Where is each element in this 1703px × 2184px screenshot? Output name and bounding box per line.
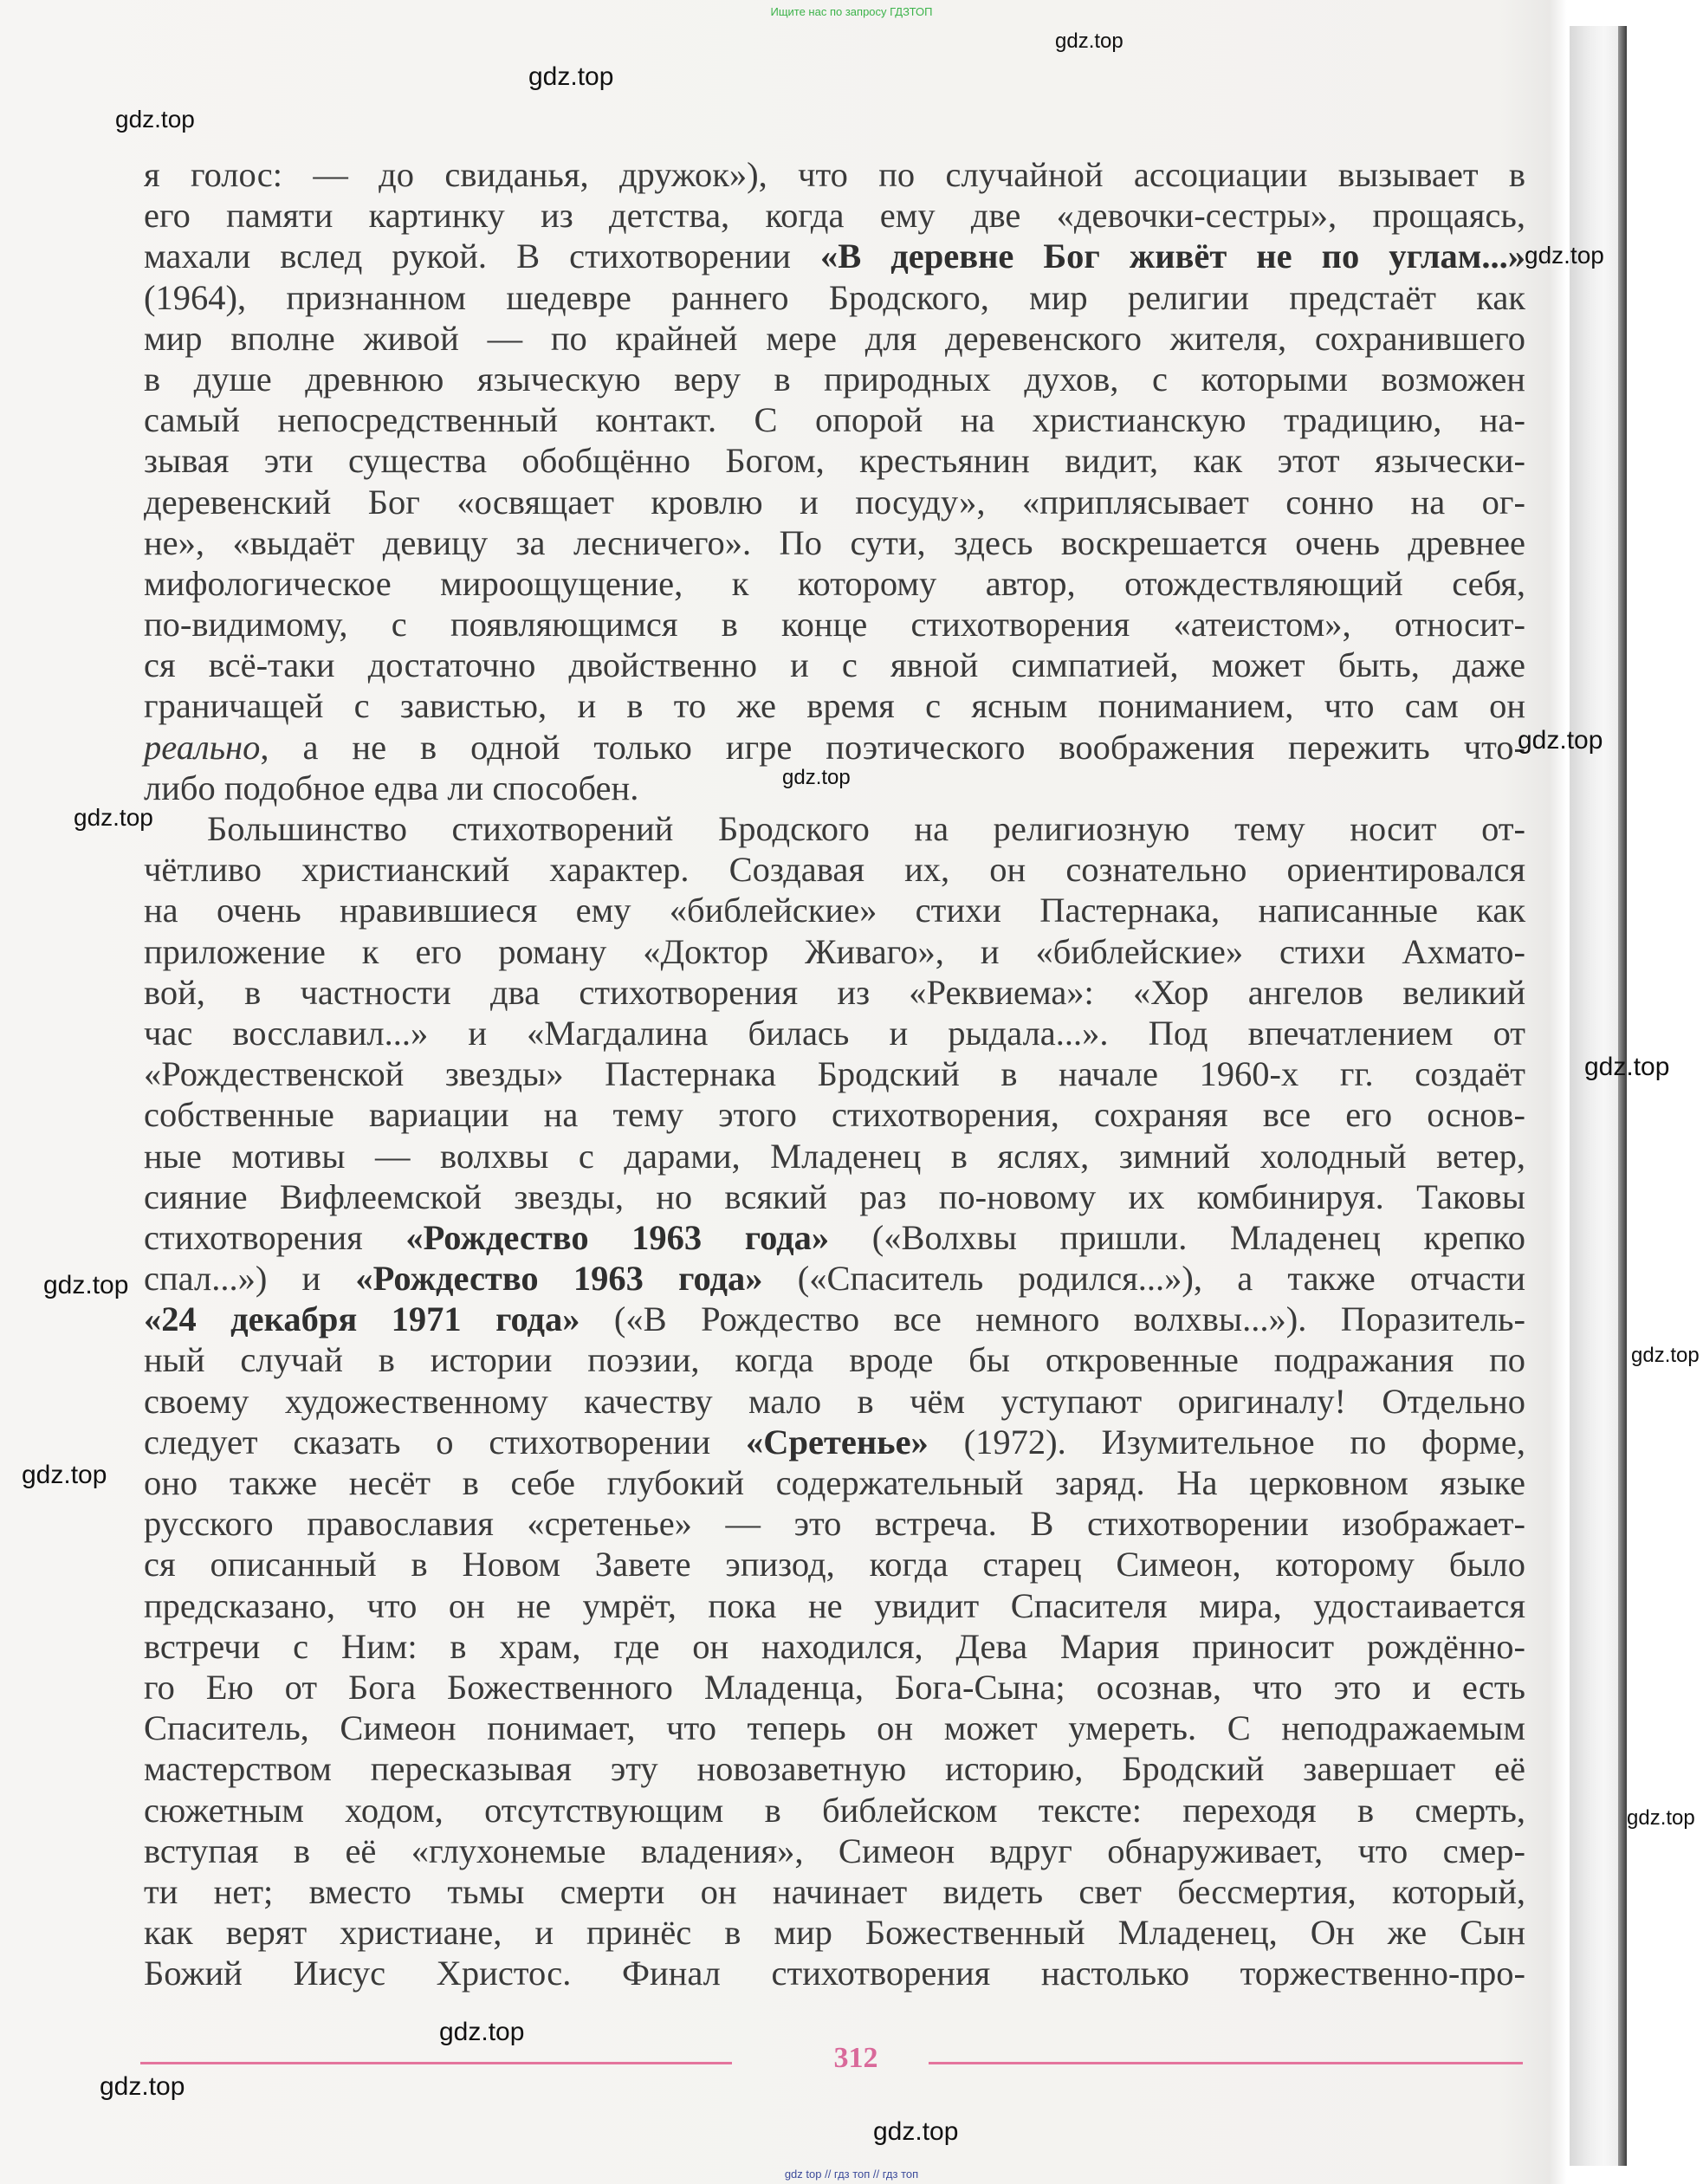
text-fragment: вой, в частности два стихотворения из «Реквиема»: «Хор ангелов великий bbox=[144, 972, 1525, 1012]
text-fragment: вступая в её «глухонемые владения», Симеон вдруг обнаруживает, что смер- bbox=[144, 1831, 1525, 1870]
text-line bbox=[144, 1585, 1525, 1626]
text-line bbox=[144, 972, 1525, 1013]
watermark: gdz.top bbox=[1627, 1806, 1695, 1830]
text-line bbox=[144, 440, 1525, 481]
text-fragment: собственные вариации на тему этого стихотворения, сохраняя все его основ- bbox=[144, 1095, 1525, 1135]
watermark: gdz.top bbox=[1525, 242, 1604, 269]
text-fragment: спал...») и bbox=[144, 1259, 356, 1299]
text-fragment: зывая эти существа обобщённо Богом, крестьянин видит, как этот язычески- bbox=[144, 441, 1525, 481]
text-fragment: следует сказать о стихотворении bbox=[144, 1422, 746, 1461]
text-line bbox=[144, 277, 1525, 318]
page-number: 312 bbox=[833, 2042, 878, 2074]
text-line bbox=[144, 1339, 1525, 1380]
text-line bbox=[144, 1626, 1525, 1667]
footer-rule-left bbox=[140, 2062, 732, 2064]
text-line bbox=[144, 1299, 1525, 1339]
text-fragment: чётливо христианский характер. Создавая их, он сознательно ориентировался bbox=[144, 850, 1525, 890]
watermark: gdz.top bbox=[439, 2018, 525, 2046]
text-line bbox=[144, 604, 1525, 645]
text-fragment: предсказано, что он не умрёт, пока не увидит Спасителя мира, удостаивается bbox=[144, 1585, 1525, 1625]
text-fragment: ся всё-таки достаточно двойственно и с явной симпатией, может быть, даже bbox=[144, 645, 1525, 685]
text-fragment: своему художественному качеству мало в чём уступают оригиналу! Отдельно bbox=[144, 1381, 1525, 1421]
text-line bbox=[144, 849, 1525, 890]
text-fragment: махали вслед рукой. В стихотворении bbox=[144, 237, 820, 276]
text-fragment: оно также несёт в себе глубокий содержательный заряд. На церковном языке bbox=[144, 1463, 1525, 1502]
book-spine-edge bbox=[1618, 26, 1627, 2166]
text-line bbox=[144, 1748, 1525, 1789]
text-line bbox=[144, 482, 1525, 522]
text-fragment: (1972). Изумительное по форме, bbox=[928, 1422, 1525, 1461]
text-fragment: не», «выдаёт девицу за лесничего». По сути, здесь воскрешается очень древнее bbox=[144, 522, 1525, 562]
text-line bbox=[144, 1094, 1525, 1135]
text-fragment: самый непосредственный контакт. С опорой на христианскую традицию, на- bbox=[144, 400, 1525, 440]
bold-title: «Рождество 1963 года» bbox=[355, 1259, 763, 1299]
text-fragment: Божий Иисус Христос. Финал стихотворения настолько торжественно-про- bbox=[144, 1954, 1525, 1993]
text-fragment: русского православия «сретенье» — это встреча. В стихотворении изображает- bbox=[144, 1504, 1525, 1544]
text-fragment: сюжетным ходом, отсутствующим в библейском тексте: переходя в смерть, bbox=[144, 1790, 1525, 1830]
text-fragment: как верят христиане, и принёс в мир Божественный Младенец, Он же Сын bbox=[144, 1913, 1525, 1953]
text-line bbox=[144, 1053, 1525, 1094]
text-line bbox=[144, 1831, 1525, 1871]
text-fragment: го Ею от Бога Божественного Младенца, Бога-Сына; осознав, что это и есть bbox=[144, 1667, 1525, 1707]
text-line bbox=[144, 685, 1525, 726]
bottom-links-banner[interactable]: gdz top // гдз топ // гдз топ bbox=[784, 2168, 919, 2181]
text-fragment: мастерством пересказывая эту новозаветную историю, Бродский завершает её bbox=[144, 1749, 1525, 1789]
text-fragment: граничащей с завистью, и в то же время с ясным пониманием, что сам он bbox=[144, 686, 1525, 726]
text-line bbox=[144, 195, 1525, 236]
text-line bbox=[144, 1381, 1525, 1422]
watermark: gdz.top bbox=[74, 804, 153, 831]
text-fragment: стихотворения bbox=[144, 1217, 406, 1257]
text-fragment: сияние Вифлеемской звезды, но всякий раз по-новому их комбинируя. Таковы bbox=[144, 1176, 1525, 1216]
text-line bbox=[144, 236, 1525, 276]
text-fragment: («В Рождество все немного волхвы...»). Поразитель- bbox=[580, 1299, 1525, 1339]
text-line bbox=[144, 563, 1525, 604]
watermark: gdz.top bbox=[1518, 726, 1603, 755]
text-fragment: в душе древнюю языческую веру в природных духов, с которыми возможен bbox=[144, 359, 1525, 399]
text-line bbox=[144, 1953, 1525, 1993]
text-line bbox=[144, 522, 1525, 563]
text-line bbox=[144, 1871, 1525, 1912]
text-fragment: встречи с Ним: в храм, где он находился, Дева Мария приносит рождённо- bbox=[144, 1626, 1525, 1666]
text-fragment: ся описанный в Новом Завете эпизод, когда старец Симеон, которому было bbox=[144, 1545, 1525, 1585]
text-line bbox=[144, 1544, 1525, 1585]
text-fragment: Спаситель, Симеон понимает, что теперь он может умереть. С неподражаемым bbox=[144, 1708, 1525, 1748]
text-line bbox=[144, 1912, 1525, 1953]
watermark: gdz.top bbox=[782, 766, 851, 789]
text-fragment: («Волхвы пришли. Младенец крепко bbox=[829, 1217, 1525, 1257]
watermark: gdz.top bbox=[1584, 1053, 1670, 1081]
text-line bbox=[144, 399, 1525, 440]
text-line bbox=[144, 1013, 1525, 1053]
watermark: gdz.top bbox=[100, 2072, 185, 2101]
text-line bbox=[144, 359, 1525, 399]
text-fragment: ный случай в истории поэзии, когда вроде бы откровенные подражания по bbox=[144, 1340, 1525, 1380]
text-fragment: («Спаситель родился...»), а также отчасти bbox=[762, 1259, 1526, 1299]
text-fragment: Большинство стихотворений Бродского на религиозную тему носит от- bbox=[207, 809, 1525, 848]
bold-title: «Сретенье» bbox=[745, 1422, 929, 1461]
text-line bbox=[144, 154, 1525, 195]
text-line bbox=[144, 1462, 1525, 1503]
text-fragment: приложение к его роману «Доктор Живаго», и «библейские» стихи Ахмато- bbox=[144, 931, 1525, 971]
text-line bbox=[144, 1176, 1525, 1217]
text-line bbox=[144, 1503, 1525, 1544]
italic-text: реально bbox=[144, 727, 261, 767]
text-fragment: час восславил...» и «Магдалина билась и рыдала...». Под впечатлением от bbox=[144, 1013, 1525, 1053]
watermark: gdz.top bbox=[873, 2117, 959, 2146]
text-line bbox=[144, 645, 1525, 685]
watermark: gdz.top bbox=[115, 106, 195, 133]
text-fragment: «Рождественской звезды» Пастернака Бродский в начале 1960-х гг. создаёт bbox=[144, 1054, 1525, 1094]
text-line bbox=[144, 318, 1525, 359]
bold-title: «В деревне Бог живёт не по углам...» bbox=[819, 237, 1526, 276]
text-fragment: либо подобное едва ли способен. bbox=[144, 768, 639, 807]
watermark: gdz.top bbox=[43, 1271, 129, 1299]
text-line bbox=[144, 1790, 1525, 1831]
text-line bbox=[144, 808, 1525, 849]
article-body bbox=[144, 154, 1525, 1993]
text-fragment: мир вполне живой — по крайней мере для деревенского жителя, сохранившего bbox=[144, 318, 1525, 358]
bold-title: «24 декабря 1971 года» bbox=[144, 1299, 580, 1339]
top-search-banner[interactable]: Ищите нас по запросу ГДЗТОП bbox=[770, 5, 933, 18]
text-line bbox=[144, 931, 1525, 972]
text-fragment: деревенский Бог «освящает кровлю и посуду», «приплясывает сонно на ог- bbox=[144, 482, 1525, 522]
text-fragment: я голос: — до свиданья, дружок»), что по случайной ассоциации вызывает в bbox=[144, 155, 1525, 194]
watermark: gdz.top bbox=[1631, 1344, 1700, 1367]
bold-title: «Рождество 1963 года» bbox=[405, 1217, 830, 1257]
footer-rule-right bbox=[929, 2062, 1523, 2064]
watermark: gdz.top bbox=[528, 62, 614, 91]
text-line bbox=[144, 890, 1525, 930]
text-fragment: мифологическое мироощущение, к которому автор, отождествляющий себя, bbox=[144, 563, 1525, 603]
text-line bbox=[144, 1136, 1525, 1176]
text-line bbox=[144, 727, 1525, 768]
text-fragment: , а не в одной только игре поэтического воображения пережить что- bbox=[260, 727, 1525, 767]
text-fragment: по-видимому, с появляющимся в конце стихотворения «атеистом», относит- bbox=[144, 605, 1525, 645]
text-fragment: его памяти картинку из детства, когда ему две «девочки-сестры», прощаясь, bbox=[144, 196, 1525, 236]
text-line bbox=[144, 1422, 1525, 1462]
text-fragment: на очень нравившиеся ему «библейские» стихи Пастернака, написанные как bbox=[144, 891, 1525, 930]
text-line bbox=[144, 1708, 1525, 1748]
text-line bbox=[144, 1217, 1525, 1258]
text-fragment: ти нет; вместо тьмы смерти он начинает видеть свет бессмертия, который, bbox=[144, 1871, 1525, 1911]
text-line bbox=[144, 1667, 1525, 1708]
text-fragment: ные мотивы — волхвы с дарами, Младенец в яслях, зимний холодный ветер, bbox=[144, 1136, 1525, 1176]
text-fragment: (1964), признанном шедевре раннего Бродского, мир религии предстаёт как bbox=[144, 277, 1525, 317]
watermark: gdz.top bbox=[22, 1461, 107, 1489]
text-line bbox=[144, 1258, 1525, 1299]
watermark: gdz.top bbox=[1055, 29, 1123, 53]
